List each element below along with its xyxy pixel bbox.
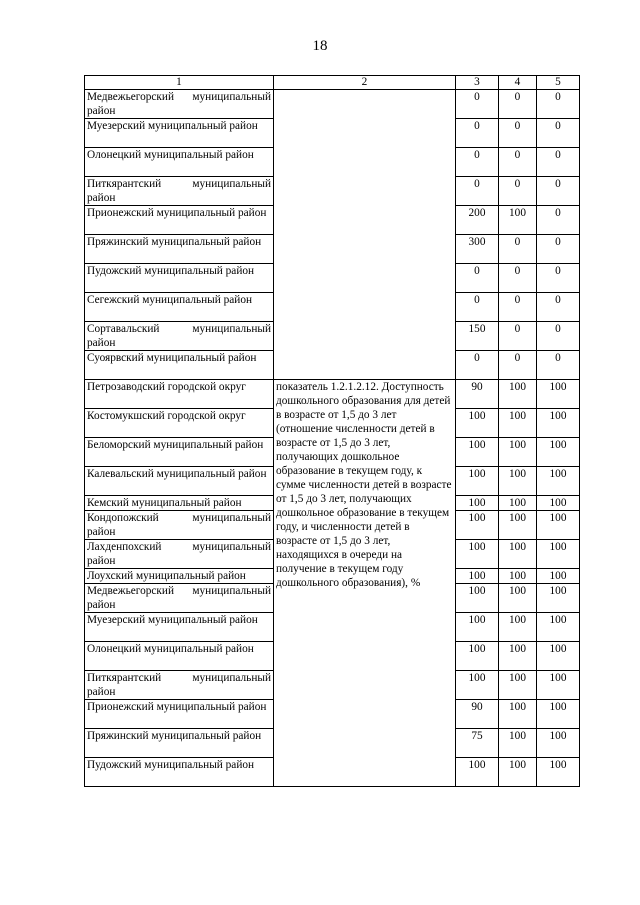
value-col-5: 100 — [537, 467, 580, 496]
municipality-name: Муезерский муниципальный район — [85, 119, 274, 148]
municipality-name: Петрозаводский городской округ — [85, 380, 274, 409]
value-col-5: 100 — [537, 671, 580, 700]
municipality-name: Костомукшский городской округ — [85, 409, 274, 438]
municipality-name: Калевальский муниципальный район — [85, 467, 274, 496]
value-col-3: 0 — [456, 264, 499, 293]
value-col-4: 0 — [499, 293, 537, 322]
value-col-3: 90 — [456, 380, 499, 409]
municipality-name: Сегежский муниципальный район — [85, 293, 274, 322]
value-col-5: 100 — [537, 380, 580, 409]
value-col-5: 0 — [537, 90, 580, 119]
value-col-3: 0 — [456, 119, 499, 148]
municipality-name: Олонецкий муниципальный район — [85, 148, 274, 177]
value-col-5: 0 — [537, 206, 580, 235]
value-col-4: 100 — [499, 671, 537, 700]
value-col-5: 0 — [537, 235, 580, 264]
value-col-4: 100 — [499, 642, 537, 671]
value-col-3: 100 — [456, 642, 499, 671]
value-col-3: 100 — [456, 584, 499, 613]
value-col-4: 100 — [499, 540, 537, 569]
value-col-5: 100 — [537, 729, 580, 758]
value-col-5: 0 — [537, 293, 580, 322]
value-col-4: 100 — [499, 758, 537, 787]
value-col-5: 100 — [537, 613, 580, 642]
table-row — [85, 380, 580, 409]
table-header-row — [85, 76, 580, 90]
municipality-name: Медвежьегорский муниципальный район — [85, 90, 274, 119]
municipality-name: Питкярантский муниципальный район — [85, 177, 274, 206]
municipality-name: Медвежьегорский муниципальный район — [85, 584, 274, 613]
value-col-4: 0 — [499, 148, 537, 177]
indicator-description: показатель 1.2.1.2.12. Доступность дошкольного образования для детей в возрасте от 1,5 до 3 лет (отношение численности детей в возрасте от 1,5 до 3 лет, получающих дошкольное образование в текущем году, к сумме численности детей в возрасте от 1,5 до 3 лет, получающих дошкольное образование в текущем году, и численности детей в возрасте от 1,5 до 3 лет, находящихся в очереди на получение в текущем году дошкольного образования), % — [274, 380, 456, 787]
column-header-4: 4 — [499, 76, 537, 90]
value-col-5: 100 — [537, 496, 580, 511]
value-col-4: 100 — [499, 569, 537, 584]
value-col-3: 100 — [456, 671, 499, 700]
value-col-3: 100 — [456, 569, 499, 584]
value-col-3: 100 — [456, 511, 499, 540]
value-col-4: 100 — [499, 613, 537, 642]
value-col-3: 300 — [456, 235, 499, 264]
value-col-4: 100 — [499, 380, 537, 409]
municipality-name: Кемский муниципальный район — [85, 496, 274, 511]
column-header-5: 5 — [537, 76, 580, 90]
value-col-4: 100 — [499, 700, 537, 729]
value-col-3: 100 — [456, 613, 499, 642]
indicator-table — [84, 75, 580, 787]
municipality-name: Беломорский муниципальный район — [85, 438, 274, 467]
value-col-5: 100 — [537, 438, 580, 467]
value-col-4: 100 — [499, 496, 537, 511]
value-col-5: 0 — [537, 119, 580, 148]
value-col-4: 0 — [499, 235, 537, 264]
municipality-name: Сортавальский муниципальный район — [85, 322, 274, 351]
municipality-name: Муезерский муниципальный район — [85, 613, 274, 642]
municipality-name: Олонецкий муниципальный район — [85, 642, 274, 671]
value-col-5: 0 — [537, 148, 580, 177]
municipality-name: Пудожский муниципальный район — [85, 264, 274, 293]
municipality-name: Пудожский муниципальный район — [85, 758, 274, 787]
indicator-cell-empty — [274, 90, 456, 380]
value-col-3: 0 — [456, 90, 499, 119]
municipality-name: Лоухский муниципальный район — [85, 569, 274, 584]
municipality-name: Лахденпохский муниципальный район — [85, 540, 274, 569]
page-number: 18 — [312, 38, 328, 54]
column-header-1: 1 — [85, 76, 274, 90]
value-col-5: 100 — [537, 642, 580, 671]
value-col-3: 0 — [456, 148, 499, 177]
municipality-name: Суоярвский муниципальный район — [85, 351, 274, 380]
municipality-name: Кондопожский муниципальный район — [85, 511, 274, 540]
value-col-3: 90 — [456, 700, 499, 729]
municipality-name: Пряжинский муниципальный район — [85, 729, 274, 758]
value-col-3: 75 — [456, 729, 499, 758]
value-col-4: 100 — [499, 467, 537, 496]
value-col-4: 0 — [499, 351, 537, 380]
value-col-3: 0 — [456, 177, 499, 206]
value-col-4: 0 — [499, 322, 537, 351]
value-col-3: 150 — [456, 322, 499, 351]
value-col-5: 100 — [537, 569, 580, 584]
municipality-name: Питкярантский муниципальный район — [85, 671, 274, 700]
value-col-4: 100 — [499, 206, 537, 235]
value-col-3: 100 — [456, 758, 499, 787]
value-col-5: 100 — [537, 540, 580, 569]
value-col-5: 100 — [537, 511, 580, 540]
value-col-3: 0 — [456, 293, 499, 322]
value-col-5: 100 — [537, 700, 580, 729]
value-col-3: 0 — [456, 351, 499, 380]
value-col-3: 100 — [456, 496, 499, 511]
value-col-4: 0 — [499, 90, 537, 119]
value-col-4: 100 — [499, 729, 537, 758]
value-col-5: 0 — [537, 177, 580, 206]
value-col-5: 100 — [537, 758, 580, 787]
value-col-3: 100 — [456, 467, 499, 496]
value-col-4: 100 — [499, 584, 537, 613]
table-row — [85, 90, 580, 119]
value-col-5: 100 — [537, 584, 580, 613]
value-col-5: 0 — [537, 351, 580, 380]
value-col-5: 0 — [537, 322, 580, 351]
column-header-2: 2 — [274, 76, 456, 90]
value-col-4: 100 — [499, 438, 537, 467]
value-col-3: 100 — [456, 409, 499, 438]
municipality-name: Прионежский муниципальный район — [85, 206, 274, 235]
value-col-5: 100 — [537, 409, 580, 438]
value-col-3: 100 — [456, 540, 499, 569]
column-header-3: 3 — [456, 76, 499, 90]
value-col-4: 100 — [499, 511, 537, 540]
value-col-5: 0 — [537, 264, 580, 293]
value-col-3: 100 — [456, 438, 499, 467]
municipality-name: Пряжинский муниципальный район — [85, 235, 274, 264]
value-col-4: 0 — [499, 119, 537, 148]
value-col-4: 0 — [499, 177, 537, 206]
municipality-name: Прионежский муниципальный район — [85, 700, 274, 729]
value-col-4: 100 — [499, 409, 537, 438]
value-col-4: 0 — [499, 264, 537, 293]
value-col-3: 200 — [456, 206, 499, 235]
